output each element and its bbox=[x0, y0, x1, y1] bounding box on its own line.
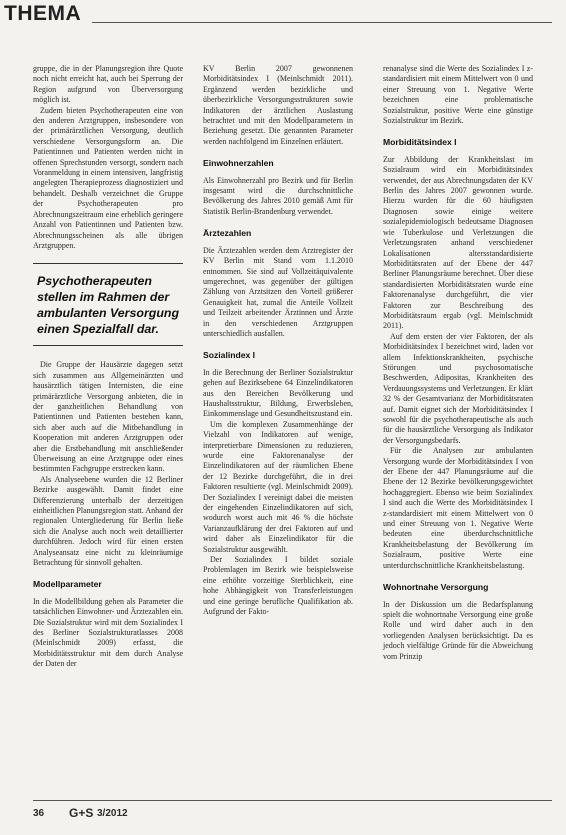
paragraph: renanalyse sind die Werte des Sozialindex I z-standardisiert mit einem Mittelwert von 0 und einer Streuung von 1. Negative Werte bezeichnen eine problematische Sozialstruktur, positive Werte eine günstige Sozialstruktur im Bezirk. bbox=[383, 64, 533, 126]
paragraph: Die Gruppe der Hausärzte dagegen setzt sich zusammen aus Allgemeinärzten und hausärztlich tätigen Internisten, die eine primärärztliche Versorgung anbieten, die in der ganzheitlichen Behandlung von Patientinnen und Patienten bestehen kann, sich aber auch auf die Mitbehandlung in Kooperation mit anderen Arztgruppen oder aber die Erstbehandlung mit anschließender Überweisung an eine Arztgruppe oder eines bestimmten Fachgruppe erstrecken kann. bbox=[33, 360, 183, 474]
footer-rule bbox=[33, 800, 552, 801]
section-title: THEMA bbox=[4, 2, 82, 25]
page-footer bbox=[0, 800, 566, 830]
page-number: 36 bbox=[33, 808, 45, 819]
paragraph: Der Sozialindex I bildet soziale Problemlagen im Bezirk wie beispielsweise eine erhöhte vorzeitige Sterblichkeit, eine hohe Abhängigkeit von Transferleistungen und eine geringe berufliche Qualifikation ab. Aufgrund der Fakto- bbox=[203, 555, 353, 617]
page-header bbox=[0, 0, 566, 30]
paragraph: Auf dem ersten der vier Faktoren, der als Morbiditätsindex I bezeichnet wird, laden vor allem Infektionskrankheiten, psychische Störungen und psychosomatische Beschwerden, Adipositas, Krankheiten des Verdauungssystems und Verletzungen. Er klärt 32 % der Gesamtvarianz der Morbiditätsraten auf. Damit eignet sich der Morbiditätsindex I sowohl für die psychotherapeutische als auch für die hausärztliche Versorgung als Indikator der Versorgungsbedarfs. bbox=[383, 331, 533, 445]
paragraph: In die Modellbildung gehen als Parameter die tatsächlichen Einwohner- und Ärztezahlen ein. Die Sozialstruktur wird mit dem Sozialindex I des Berliner Sozialstrukturatlasses 2008 (Meinlschmidt 2009) erfasst, die Morbiditätsstruktur mit dem durch Analyse der Daten der bbox=[33, 596, 183, 669]
paragraph: Als Einwohnerzahl pro Bezirk und für Berlin insgesamt wird die durchschnittliche Bevölkerung des Jahres 2010 gemäß Amt für Statistik Berlin-Brandenburg verwendet. bbox=[203, 175, 353, 216]
pull-quote: Psychotherapeuten stellen im Rahmen der ambulanten Versorgung einen Spezialfall dar. bbox=[33, 263, 183, 346]
paragraph: In der Diskussion um die Bedarfsplanung spielt die wohnortnahe Versorgung eine große Rolle und wird daher auch in den vorliegenden Analysen berücksichtigt. Da es jedoch vielfältige Gründe für die Abweichung vom Prinzip bbox=[383, 599, 533, 661]
paragraph: Zudem bieten Psychotherapeuten eine von den anderen Arztgruppen, insbesondere von der primärärztlichen Versorgung, deutlich verschiedene Versorgungsform an. Die Patientinnen und Patienten werden nicht in offenen Sprechstunden versorgt, sondern nach Voranmeldung in einem intensiven, langfristig angelegten Therapieprozess diagnostiziert und behandelt. Deshalb verzeichnet die Gruppe der Psychotherapeuten pro Abrechnungszeitraum eine erheblich geringere Anzahl von Patientinnen und Patienten bzw. Abrechnungsscheinen als alle übrigen Arztgruppen. bbox=[33, 105, 183, 250]
paragraph: In die Berechnung der Berliner Sozialstruktur gehen auf Bezirksebene 64 Einzelindikatoren aus den Bereichen Bevölkerung und Haushaltsstruktur, Bildung, Erwerbsleben, Einkommenslage und Gesundheitszustand ein. bbox=[203, 367, 353, 419]
paragraph: Die Ärztezahlen werden dem Arztregister der KV Berlin mit Stand vom 1.1.2010 entnommen. Sie sind auf Vollzeitäquivalente umgerechnet, was gegenüber der gültigen Zählung von Arztsitzen den Vorteil größerer Genauigkeit hat, zumal die Anteile Vollzeit und Teilzeit arbeitender Ärztinnen und Ärzte in den verschiedenen Arztgruppen unterschiedlich ausfallen. bbox=[203, 245, 353, 338]
magazine-logo: G+S bbox=[69, 806, 94, 820]
column-2 bbox=[203, 64, 353, 618]
paragraph: Um die komplexen Zusammenhänge der Vielzahl von Indikatoren auf wenige, interpretierbare Dimensionen zu reduzieren, wurde eine Faktorenanalyse der Einzelindikatoren auf der räumlichen Ebene der 12 Bezirke durchgeführt, die in drei Faktoren resultierte (vgl. Meinlschmidt 2009). Der Sozialindex I vereinigt dabei die meisten der eingehenden Einzelindikatoren auf sich, wodurch worst auch mit 46 % die höchste Varianzaufklärung der drei Faktoren auf und wird daher als Einzelindikator für die Sozialstruktur ausgewählt. bbox=[203, 419, 353, 554]
paragraph: Zur Abbildung der Krankheitslast im Sozialraum wird ein Morbiditätsindex verwendet, der aus Abrechnungsdaten der KV Berlin des Jahres 2007 gewonnen wurde. Hierzu wurden für die 60 häufigsten Diagnosen sowie einige weitere sozialepidemiologisch bedeutsame Diagnosen wie Tuberkulose und Verletzungen die Verletzungsraten anhand verschiedener Lokalisationen altersstandardisierte Morbiditätsraten auf der Ebene der 447 Berliner Planungsräume berechnet. Über diese standardisierten Morbiditätsraten wurde eine Faktorenanalyse durchgeführt, die vier Faktoren zur Beschreibung des Morbiditätsraum ergab (vgl. Meinlschmidt 2011). bbox=[383, 154, 533, 331]
paragraph: Als Analyseebene wurden die 12 Berliner Bezirke ausgewählt. Damit findet eine Differenzierung unterhalb der derzeitigen einheitlichen Planungsregion statt. Anhand der regionalen Untergliederung für Berlin ließe sich die Analyse auch noch weit detaillierter durchführen. Jedoch wird für einen ersten Analyseansatz eine nicht zu kleinräumige Betrachtung für sinnvoll gehalten. bbox=[33, 474, 183, 568]
column-3 bbox=[383, 64, 533, 662]
paragraph: Für die Analysen zur ambulanten Versorgung wurde der Morbiditätsindex I von der Ebene der 447 Planungsräume auf die Ebene der 12 Bezirke bevölkerungsgewichtet hochaggregiert. Ebenso wie beim Sozialindex I sind auch die Werte des Morbiditätsindex I z-standardisiert mit einem Mittelwert von 0 und einer Streuung von 1. Negative Werte bedeuten eine überdurchschnittliche Krankheitsbelastung der Bevölkerung im Sozialraum, positive Werte eine unterdurchschnittliche Krankheitsbelastung. bbox=[383, 446, 533, 570]
subheading-morbiditaetsindex: Morbiditätsindex I bbox=[383, 137, 457, 148]
issue-number: 3/2012 bbox=[97, 808, 128, 819]
subheading-modellparameter: Modellparameter bbox=[33, 579, 102, 590]
paragraph: gruppe, die in der Planungsregion ihre Quote noch nicht erreicht hat, auch bei Sperrung der Region aufgrund von Überversorgung möglich ist. bbox=[33, 64, 183, 105]
paragraph: KV Berlin 2007 gewonnenen Morbiditätsindex I (Meinlschmidt 2011). Ergänzend werden bezirkliche und überbezirkliche Versorgungsstrukturen sowie Indikatoren der ärztlichen Auslastung betrachtet und mit den Modellparametern in Beziehung gesetzt. Die genannten Parameter werden nachfolgend im Einzelnen erläutert. bbox=[203, 64, 353, 146]
subheading-wohnortnahe-versorgung: Wohnortnahe Versorgung bbox=[383, 582, 489, 593]
subheading-einwohnerzahlen: Einwohnerzahlen bbox=[203, 158, 274, 169]
subheading-aerztezahlen: Ärztezahlen bbox=[203, 228, 252, 239]
subheading-sozialindex: Sozialindex I bbox=[203, 350, 256, 361]
header-rule bbox=[92, 22, 552, 23]
column-1 bbox=[33, 64, 183, 670]
